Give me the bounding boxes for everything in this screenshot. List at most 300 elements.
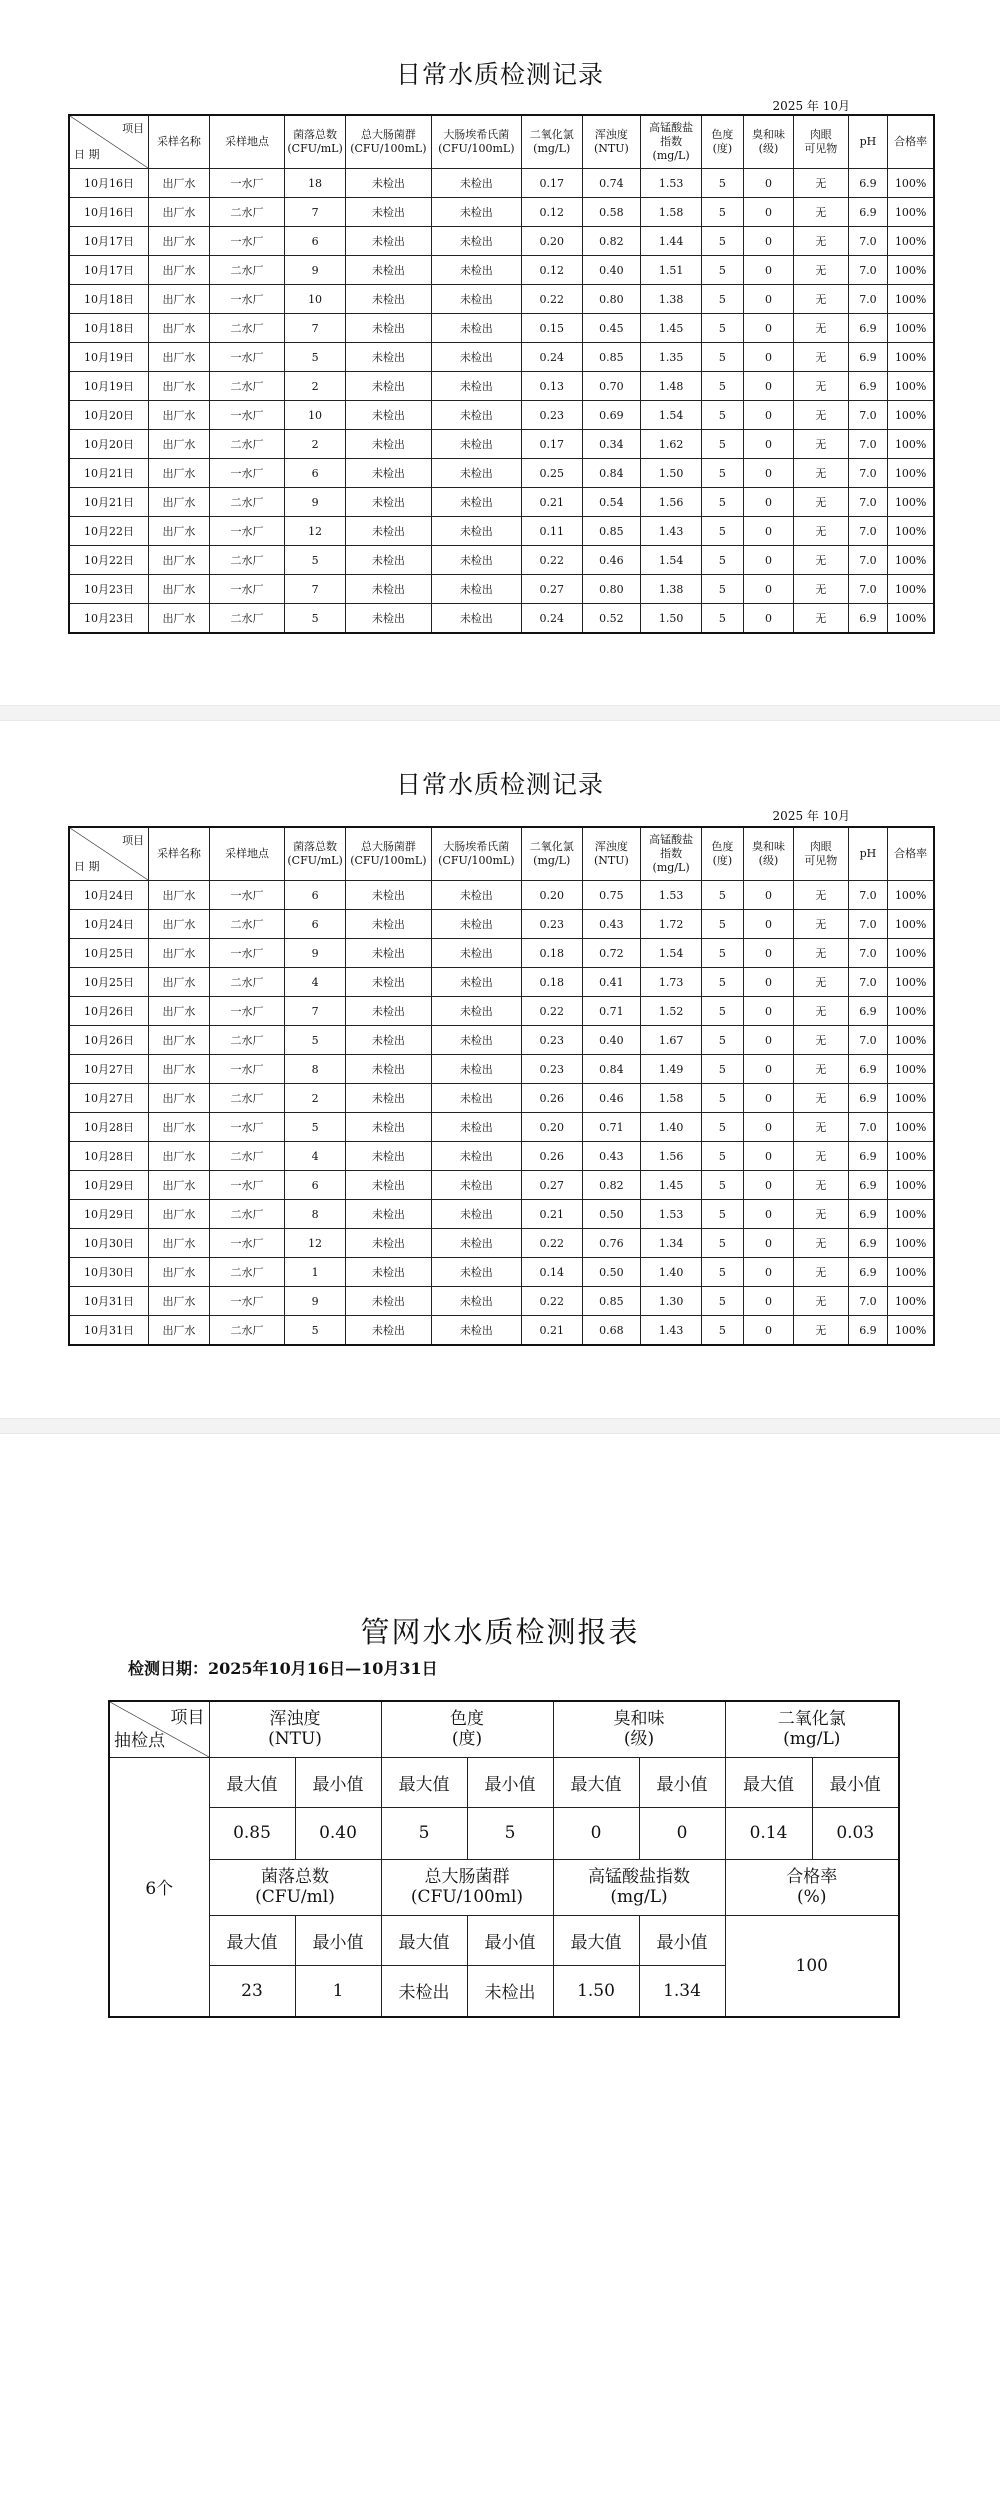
table-cell: 出厂水	[149, 1229, 210, 1258]
table-cell: 一水厂	[209, 997, 284, 1026]
table-cell: 2	[285, 1084, 346, 1113]
corner-header	[109, 1701, 209, 1757]
table-cell: 5	[701, 997, 743, 1026]
table-row	[69, 1026, 934, 1055]
table-cell: 未检出	[345, 198, 431, 227]
table-cell: 出厂水	[149, 575, 210, 604]
turbidity-max: 0.85	[209, 1807, 295, 1859]
table-cell: 二水厂	[209, 1026, 284, 1055]
table-cell: 10月21日	[69, 488, 149, 517]
group-unit: (CFU/ml)	[255, 1887, 335, 1907]
table-cell: 0	[743, 604, 793, 634]
table-cell: 出厂水	[149, 314, 210, 343]
column-header: 高锰酸盐 指数 (mg/L)	[641, 115, 702, 169]
table-cell: 出厂水	[149, 1316, 210, 1346]
table-cell: 5	[701, 546, 743, 575]
table-cell: 0.27	[521, 575, 582, 604]
table-cell: 无	[794, 198, 848, 227]
report-date: 检测日期：2025年10月16日—10月31日	[128, 1659, 438, 1678]
table-cell: 未检出	[431, 256, 521, 285]
table-cell: 5	[701, 401, 743, 430]
table-cell: 6	[285, 910, 346, 939]
table-cell: 出厂水	[149, 1258, 210, 1287]
table-cell: 100%	[888, 285, 934, 314]
table-cell: 未检出	[345, 997, 431, 1026]
corner-header	[69, 827, 149, 881]
table-cell: 0.85	[582, 517, 641, 546]
table-cell: 一水厂	[209, 1287, 284, 1316]
min-label: 最小值	[639, 1757, 725, 1807]
table-cell: 0.54	[582, 488, 641, 517]
table-cell: 8	[285, 1055, 346, 1084]
table-cell: 100%	[888, 546, 934, 575]
table-cell: 5	[285, 1113, 346, 1142]
table-cell: 0.23	[521, 910, 582, 939]
table-cell: 0.71	[582, 1113, 641, 1142]
table-cell: 10月16日	[69, 198, 149, 227]
table-cell: 无	[794, 256, 848, 285]
table-cell: 5	[285, 1026, 346, 1055]
column-header: 合格率	[888, 115, 934, 169]
table-cell: 一水厂	[209, 575, 284, 604]
odor-max: 0	[553, 1807, 639, 1859]
table-cell: 未检出	[345, 1113, 431, 1142]
table-cell: 7.0	[848, 1026, 888, 1055]
table-cell: 0.22	[521, 1287, 582, 1316]
table-cell: 6.9	[848, 1055, 888, 1084]
table-cell: 未检出	[345, 575, 431, 604]
table-row	[69, 314, 934, 343]
table-cell: 0.34	[582, 430, 641, 459]
group-unit: (mg/L)	[610, 1887, 668, 1907]
table-cell: 一水厂	[209, 1113, 284, 1142]
table-cell: 0.58	[582, 198, 641, 227]
corner-point-label: 抽检点	[114, 1730, 165, 1751]
table-cell: 7.0	[848, 488, 888, 517]
table-cell: 1.44	[641, 227, 702, 256]
column-header: 大肠埃希氏菌 (CFU/100mL)	[431, 827, 521, 881]
group-header-color	[381, 1701, 553, 1757]
table-cell: 出厂水	[149, 1287, 210, 1316]
table-cell: 0.80	[582, 285, 641, 314]
table-cell: 0.21	[521, 1200, 582, 1229]
table-cell: 0	[743, 1258, 793, 1287]
min-label: 最小值	[812, 1757, 899, 1807]
table-cell: 无	[794, 939, 848, 968]
table-cell: 0.85	[582, 343, 641, 372]
page-separator	[0, 1418, 1000, 1434]
column-header: 总大肠菌群 (CFU/100mL)	[345, 115, 431, 169]
table-cell: 未检出	[431, 881, 521, 910]
column-header: 总大肠菌群 (CFU/100mL)	[345, 827, 431, 881]
column-header: 肉眼 可见物	[794, 115, 848, 169]
table-cell: 5	[701, 575, 743, 604]
column-header: 臭和味 (级)	[743, 115, 793, 169]
table-cell: 未检出	[345, 910, 431, 939]
table-cell: 1.54	[641, 939, 702, 968]
sheet-title: 日常水质检测记录	[395, 770, 604, 799]
table-cell: 未检出	[431, 968, 521, 997]
table-cell: 一水厂	[209, 939, 284, 968]
table-cell: 0.24	[521, 604, 582, 634]
group-name: 合格率	[786, 1867, 838, 1887]
table-cell: 10月23日	[69, 604, 149, 634]
table-cell: 无	[794, 1055, 848, 1084]
table-cell: 5	[701, 343, 743, 372]
table-cell: 无	[794, 604, 848, 634]
column-header: 二氧化氯 (mg/L)	[521, 115, 582, 169]
table-cell: 0	[743, 1113, 793, 1142]
table-cell: 6	[285, 1171, 346, 1200]
table-cell: 10	[285, 285, 346, 314]
table-cell: 二水厂	[209, 968, 284, 997]
column-header: 采样地点	[209, 115, 284, 169]
table-cell: 0	[743, 401, 793, 430]
table-cell: 0.84	[582, 1055, 641, 1084]
table-cell: 5	[701, 881, 743, 910]
table-cell: 0.40	[582, 256, 641, 285]
table-cell: 5	[701, 314, 743, 343]
table-cell: 10月18日	[69, 314, 149, 343]
table-cell: 0.17	[521, 430, 582, 459]
table-cell: 一水厂	[209, 401, 284, 430]
table-cell: 0	[743, 1200, 793, 1229]
corner-date-label: 日 期	[74, 860, 100, 873]
table-cell: 0	[743, 1316, 793, 1346]
min-label: 最小值	[295, 1757, 381, 1807]
table-cell: 未检出	[345, 1055, 431, 1084]
table-cell: 0	[743, 1229, 793, 1258]
table-cell: 未检出	[345, 1258, 431, 1287]
table-cell: 出厂水	[149, 910, 210, 939]
max-label: 最大值	[553, 1915, 639, 1965]
pass-rate-value: 100	[725, 1915, 899, 2017]
table-cell: 5	[701, 910, 743, 939]
table-cell: 未检出	[345, 1084, 431, 1113]
table-cell: 6.9	[848, 1229, 888, 1258]
table-cell: 1.38	[641, 285, 702, 314]
table-cell: 出厂水	[149, 372, 210, 401]
table-cell: 6.9	[848, 1258, 888, 1287]
table-cell: 无	[794, 968, 848, 997]
table-cell: 1.54	[641, 546, 702, 575]
table-cell: 未检出	[431, 488, 521, 517]
table-cell: 5	[285, 546, 346, 575]
table-row	[69, 546, 934, 575]
group-unit: (%)	[797, 1887, 827, 1907]
table-cell: 0.21	[521, 488, 582, 517]
table-cell: 出厂水	[149, 1200, 210, 1229]
table-cell: 100%	[888, 169, 934, 198]
table-cell: 0.71	[582, 997, 641, 1026]
table-cell: 出厂水	[149, 881, 210, 910]
column-header: 菌落总数 (CFU/mL)	[285, 115, 346, 169]
table-cell: 1.52	[641, 997, 702, 1026]
table-cell: 无	[794, 169, 848, 198]
table-row	[69, 1055, 934, 1084]
table-cell: 0.72	[582, 939, 641, 968]
table-row	[69, 1142, 934, 1171]
table-cell: 出厂水	[149, 997, 210, 1026]
table-cell: 无	[794, 430, 848, 459]
table-cell: 0.18	[521, 939, 582, 968]
table-cell: 100%	[888, 939, 934, 968]
table-cell: 出厂水	[149, 1171, 210, 1200]
table-cell: 1.56	[641, 488, 702, 517]
table-cell: 10月30日	[69, 1258, 149, 1287]
table-cell: 100%	[888, 227, 934, 256]
table-cell: 0	[743, 227, 793, 256]
group-name: 高锰酸盐指数	[588, 1867, 690, 1887]
table-cell: 5	[701, 968, 743, 997]
table-cell: 6	[285, 881, 346, 910]
table-cell: 5	[701, 227, 743, 256]
sheet-title: 日常水质检测记录	[395, 60, 604, 89]
table-cell: 0	[743, 1026, 793, 1055]
table-cell: 0.27	[521, 1171, 582, 1200]
table-cell: 1	[285, 1258, 346, 1287]
table-cell: 0	[743, 575, 793, 604]
table-cell: 未检出	[345, 459, 431, 488]
table-cell: 9	[285, 939, 346, 968]
table-cell: 10月25日	[69, 968, 149, 997]
table-cell: 无	[794, 459, 848, 488]
table-cell: 未检出	[345, 372, 431, 401]
table-cell: 0.25	[521, 459, 582, 488]
table-cell: 未检出	[431, 1258, 521, 1287]
table-cell: 未检出	[431, 604, 521, 634]
table-cell: 2	[285, 430, 346, 459]
table-cell: 6.9	[848, 372, 888, 401]
table-cell: 6.9	[848, 198, 888, 227]
table-cell: 未检出	[345, 1229, 431, 1258]
table-cell: 二水厂	[209, 604, 284, 634]
table-cell: 出厂水	[149, 1113, 210, 1142]
table-cell: 二水厂	[209, 488, 284, 517]
group-name: 菌落总数	[261, 1867, 329, 1887]
table-cell: 100%	[888, 198, 934, 227]
table-cell: 10月26日	[69, 997, 149, 1026]
odor-min: 0	[639, 1807, 725, 1859]
table-cell: 5	[701, 1142, 743, 1171]
group-header-permanganate	[553, 1859, 725, 1915]
table-cell: 10月23日	[69, 575, 149, 604]
table-cell: 10月29日	[69, 1171, 149, 1200]
table-cell: 100%	[888, 401, 934, 430]
table-cell: 1.72	[641, 910, 702, 939]
min-label: 最小值	[295, 1915, 381, 1965]
table-cell: 1.43	[641, 1316, 702, 1346]
table-cell: 未检出	[431, 169, 521, 198]
table-cell: 1.48	[641, 372, 702, 401]
table-cell: 0.12	[521, 256, 582, 285]
table-cell: 9	[285, 488, 346, 517]
table-cell: 未检出	[345, 1026, 431, 1055]
table-cell: 未检出	[431, 1113, 521, 1142]
table-row	[69, 198, 934, 227]
table-cell: 0.75	[582, 881, 641, 910]
table-cell: 10月28日	[69, 1142, 149, 1171]
table-row	[69, 1229, 934, 1258]
table-cell: 出厂水	[149, 459, 210, 488]
page-separator	[0, 705, 1000, 721]
table-cell: 出厂水	[149, 546, 210, 575]
table-cell: 0.13	[521, 372, 582, 401]
table-cell: 未检出	[431, 459, 521, 488]
table-cell: 7.0	[848, 1113, 888, 1142]
table-cell: 0	[743, 488, 793, 517]
table-cell: 无	[794, 546, 848, 575]
table-cell: 10月25日	[69, 939, 149, 968]
table-cell: 0	[743, 459, 793, 488]
table-cell: 0.85	[582, 1287, 641, 1316]
table-cell: 未检出	[345, 517, 431, 546]
table-cell: 0	[743, 372, 793, 401]
sheet-date: 2025 年 10月	[772, 809, 850, 823]
group-name: 总大肠菌群	[424, 1867, 510, 1887]
table-cell: 未检出	[345, 401, 431, 430]
table-cell: 0.82	[582, 227, 641, 256]
table-row	[69, 575, 934, 604]
table-cell: 出厂水	[149, 1055, 210, 1084]
column-header: 合格率	[888, 827, 934, 881]
table-cell: 10月22日	[69, 517, 149, 546]
table-cell: 无	[794, 997, 848, 1026]
table-cell: 无	[794, 1026, 848, 1055]
table-cell: 无	[794, 575, 848, 604]
table-cell: 100%	[888, 1142, 934, 1171]
table-cell: 6.9	[848, 1316, 888, 1346]
table-cell: 未检出	[431, 343, 521, 372]
table-cell: 未检出	[345, 169, 431, 198]
table-cell: 100%	[888, 604, 934, 634]
table-cell: 0.12	[521, 198, 582, 227]
table-cell: 1.73	[641, 968, 702, 997]
table-cell: 二水厂	[209, 256, 284, 285]
table-cell: 一水厂	[209, 881, 284, 910]
table-cell: 0.80	[582, 575, 641, 604]
table-cell: 100%	[888, 430, 934, 459]
table-cell: 0.26	[521, 1142, 582, 1171]
table-cell: 10	[285, 401, 346, 430]
table-row	[69, 881, 934, 910]
table-cell: 一水厂	[209, 459, 284, 488]
table-cell: 0.40	[582, 1026, 641, 1055]
table-cell: 无	[794, 372, 848, 401]
table-cell: 8	[285, 1200, 346, 1229]
table-cell: 6.9	[848, 1200, 888, 1229]
table-cell: 10月31日	[69, 1316, 149, 1346]
table-cell: 未检出	[345, 881, 431, 910]
table-cell: 9	[285, 256, 346, 285]
table-cell: 未检出	[431, 1084, 521, 1113]
table-cell: 5	[701, 939, 743, 968]
table-cell: 无	[794, 1229, 848, 1258]
table-cell: 出厂水	[149, 1026, 210, 1055]
table-cell: 未检出	[345, 604, 431, 634]
table-cell: 1.67	[641, 1026, 702, 1055]
group-header-pass-rate	[725, 1859, 899, 1915]
table-cell: 0	[743, 1287, 793, 1316]
table-cell: 10月24日	[69, 910, 149, 939]
table-cell: 100%	[888, 488, 934, 517]
table-cell: 1.62	[641, 430, 702, 459]
table-cell: 0.20	[521, 227, 582, 256]
table-cell: 无	[794, 1084, 848, 1113]
table-cell: 100%	[888, 881, 934, 910]
table-cell: 100%	[888, 997, 934, 1026]
group-name: 浑浊度	[269, 1709, 321, 1730]
table-cell: 未检出	[431, 227, 521, 256]
table-cell: 0	[743, 430, 793, 459]
table-cell: 未检出	[345, 1287, 431, 1316]
table-cell: 10月20日	[69, 430, 149, 459]
column-header: 采样名称	[149, 827, 210, 881]
table-row	[69, 459, 934, 488]
table-cell: 出厂水	[149, 169, 210, 198]
table-cell: 无	[794, 1200, 848, 1229]
table-cell: 无	[794, 314, 848, 343]
table-cell: 出厂水	[149, 227, 210, 256]
table-cell: 0.26	[521, 1084, 582, 1113]
chlorine-dioxide-min: 0.03	[812, 1807, 899, 1859]
table-cell: 0	[743, 881, 793, 910]
table-cell: 10月26日	[69, 1026, 149, 1055]
group-header-colony-count	[209, 1859, 381, 1915]
table-cell: 出厂水	[149, 1142, 210, 1171]
max-label: 最大值	[209, 1757, 295, 1807]
table-cell: 7	[285, 997, 346, 1026]
table-cell: 100%	[888, 256, 934, 285]
table-cell: 0	[743, 256, 793, 285]
column-header: 色度 (度)	[701, 115, 743, 169]
group-header-chlorine-dioxide	[725, 1701, 899, 1757]
table-cell: 未检出	[345, 546, 431, 575]
column-header: 采样名称	[149, 115, 210, 169]
table-cell: 未检出	[431, 997, 521, 1026]
table-cell: 0.84	[582, 459, 641, 488]
table-cell: 一水厂	[209, 1229, 284, 1258]
table-cell: 6.9	[848, 604, 888, 634]
report-table	[108, 1700, 900, 2018]
table-cell: 12	[285, 1229, 346, 1258]
table-cell: 1.34	[641, 1229, 702, 1258]
table-cell: 未检出	[431, 401, 521, 430]
max-label: 最大值	[381, 1757, 467, 1807]
table-cell: 0.46	[582, 1084, 641, 1113]
table-cell: 6.9	[848, 314, 888, 343]
column-header: 肉眼 可见物	[794, 827, 848, 881]
table-cell: 未检出	[431, 1229, 521, 1258]
table-cell: 未检出	[431, 1142, 521, 1171]
table-cell: 0.52	[582, 604, 641, 634]
table-cell: 5	[701, 1113, 743, 1142]
corner-item-label: 项目	[170, 1708, 205, 1728]
table-cell: 未检出	[431, 546, 521, 575]
table-cell: 7.0	[848, 546, 888, 575]
table-cell: 7.0	[848, 430, 888, 459]
table-cell: 无	[794, 343, 848, 372]
table-cell: 10月17日	[69, 256, 149, 285]
table-cell: 出厂水	[149, 285, 210, 314]
table-cell: 7.0	[848, 968, 888, 997]
table-cell: 0	[743, 198, 793, 227]
table-cell: 7.0	[848, 517, 888, 546]
table-cell: 5	[701, 1171, 743, 1200]
table-cell: 5	[701, 1055, 743, 1084]
table-cell: 出厂水	[149, 343, 210, 372]
table-cell: 1.50	[641, 459, 702, 488]
